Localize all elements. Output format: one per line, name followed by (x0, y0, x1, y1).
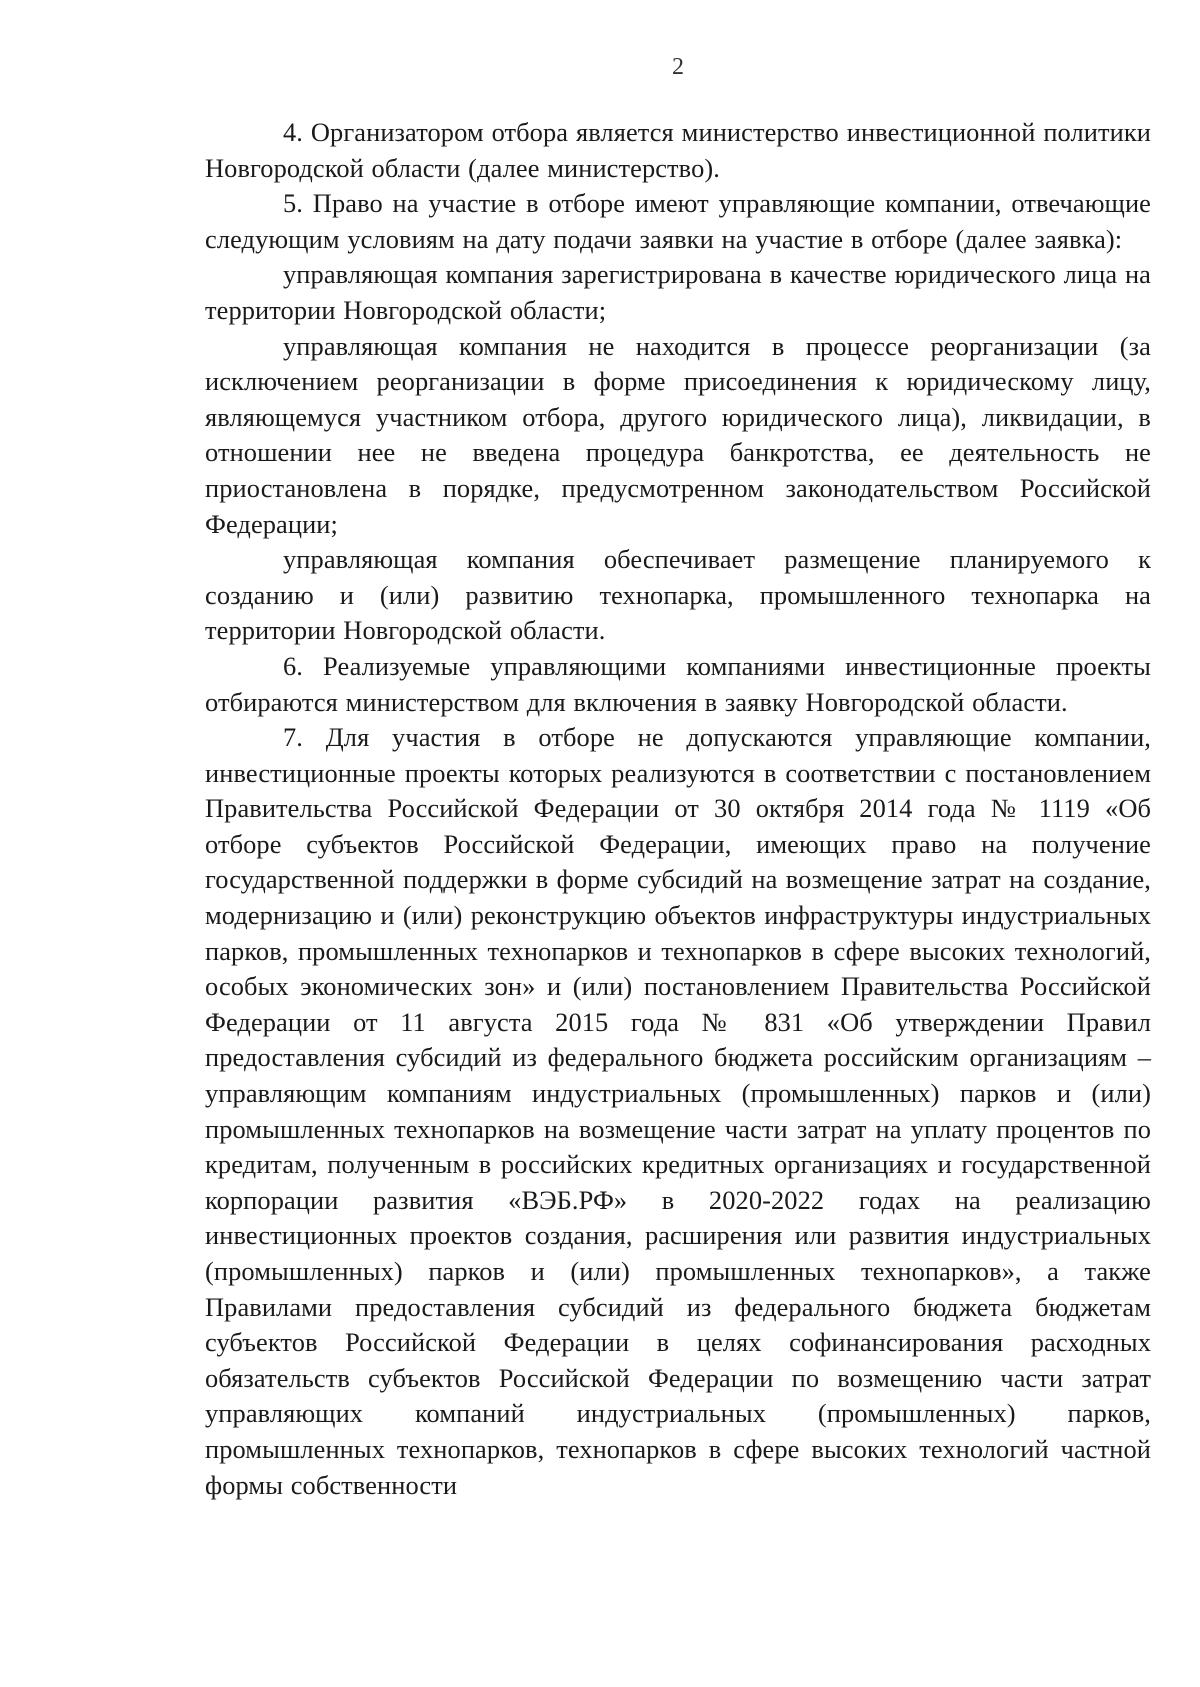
paragraph-condition-registration: управляющая компания зарегистрирована в качестве юридического лица на территории Новгородской области; (205, 259, 1151, 325)
paragraph-item-6: 6. Реализуемые управляющими компаниями инвестиционные проекты отбираются министерством для включения в заявку Новгородской области. (205, 650, 1151, 717)
document-body (205, 115, 1151, 1503)
paragraph-condition-placement: управляющая компания обеспечивает размещение планируемого к созданию и (или) развитию технопарка, промышленного технопарка на территории Новгородской области. (205, 544, 1151, 646)
paragraph-item-7: 7. Для участия в отборе не допускаются управляющие компании, инвестиционные проекты которых реализуются в соответствии с постановлением Правительства Российской Федерации от 30 октября 2014 года № 1119 «Об отборе субъектов Российской Федерации, имеющих право на получение государственной поддержки в форме субсидий на возмещение затрат на создание, модернизацию и (или) реконструкцию объектов инфраструктуры индустриальных парков, промышленных технопарков и технопарков в сфере высоких технологий, особых экономических зон» и (или) постановлением Правительства Российской Федерации от 11 августа 2015 года № 831 «Об утверждении Правил предоставления субсидий из федерального бюджета российским организациям – управляющим компаниям индустриальных (промышленных) парков и (или) промышленных технопарков на возмещение части затрат на уплату процентов по кредитам, полученным в российских кредитных организациях и государственной корпорации развития «ВЭБ.РФ» в 2020-2022 годах на реализацию инвестиционных проектов создания, расширения или развития индустриальных (промышленных) парков и (или) промышленных технопарков», а также Правилами предоставления субсидий из федерального бюджета бюджетам субъектов Российской Федерации в целях софинансирования расходных обязательств субъектов Российской Федерации по возмещению части затрат управляющих компаний индустриальных (промышленных) парков, промышленных технопарков, технопарков в сфере высоких технологий частной формы собственности (205, 722, 1151, 1500)
paragraph-condition-no-reorganization: управляющая компания не находится в процессе реорганизации (за исключением реорганизации в форме присоединения к юридическому лицу, являющемуся участником отбора, другого юридического лица), ликвидации, в отношении нее не введена процедура банкротства, ее деятельность не приостановлена в порядке, предусмотренном законодательством Российской Федерации; (205, 330, 1151, 539)
paragraph-item-4: 4. Организатором отбора является министерство инвестиционной политики Новгородской области (далее министерство). (205, 117, 1151, 183)
page-number: 2 (672, 54, 684, 80)
paragraph-item-5: 5. Право на участие в отборе имеют управляющие компании, отвечающие следующим условиям на дату подачи заявки на участие в отборе (далее заявка): (205, 188, 1151, 254)
